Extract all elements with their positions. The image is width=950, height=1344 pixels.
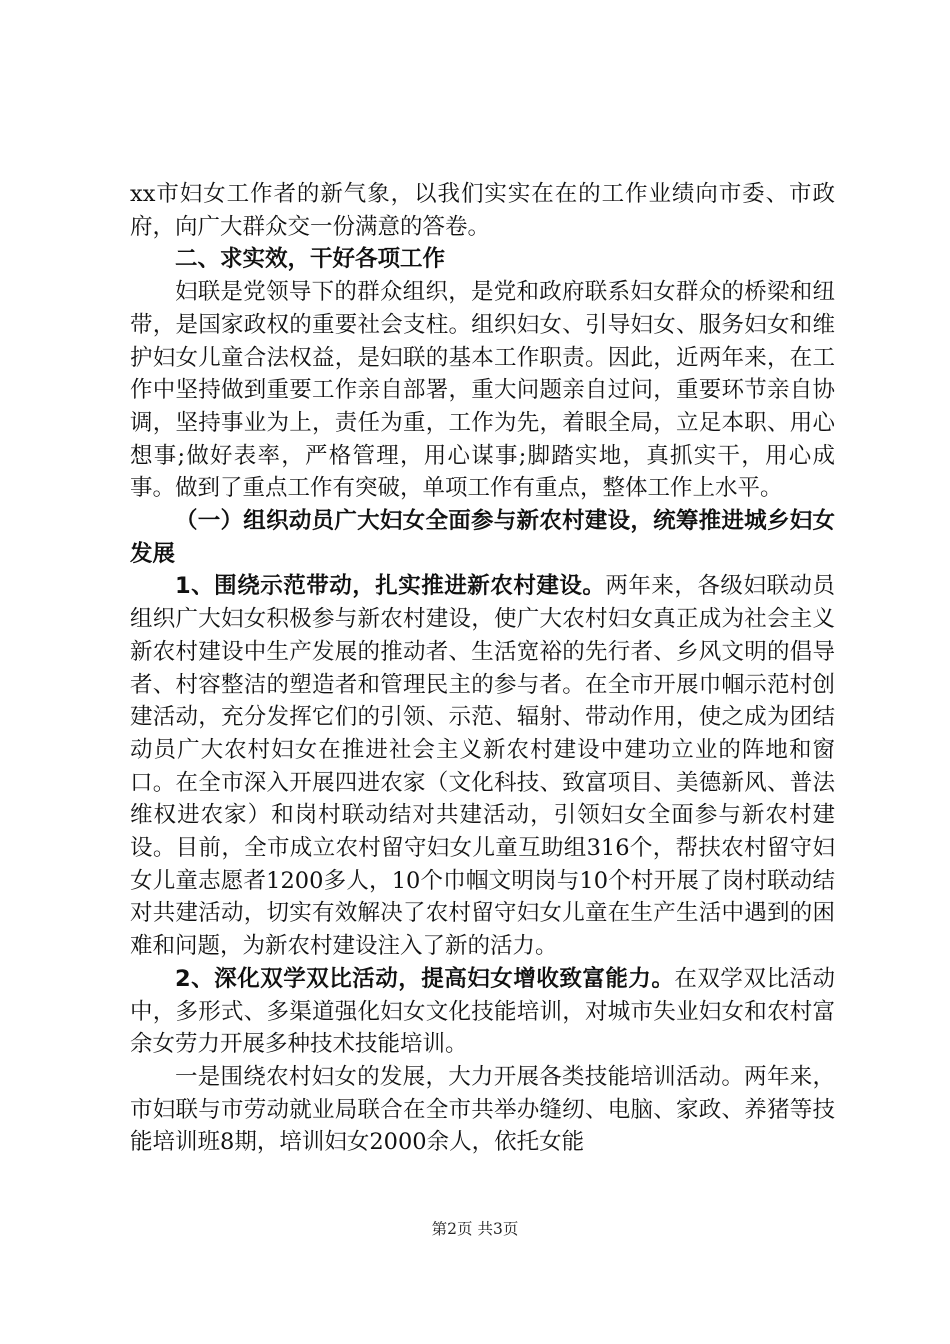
paragraph-continuation: xx市妇女工作者的新气象，以我们实实在在的工作业绩向市委、市政府，向广大群众交一份满意的答卷。 — [130, 181, 835, 240]
section-heading: 二、求实效，干好各项工作 — [175, 246, 446, 273]
paragraph-intro: 妇联是党领导下的群众组织，是党和政府联系妇女群众的桥梁和纽带，是国家政权的重要社会支柱。组织妇女、引导妇女、服务妇女和维护妇女儿童合法权益，是妇联的基本工作职责。因此，近两年来，在工作中坚持做到重要工作亲自部署，重大问题亲自过问，重要环节亲自协调，坚持事业为上，责任为重，工作为先，着眼全局，立足本职、用心想事;做好表率，严格管理，用心谋事;脚踏实地，真抓实干，用心成事。做到了重点工作有突破，单项工作有重点，整体工作上水平。 — [130, 279, 835, 502]
page-footer: 第2页 共3页 — [431, 1220, 519, 1238]
item-2-lead: 2、深化双学双比活动，提高妇女增收致富能力。 — [175, 965, 675, 992]
paragraph-item-1 — [130, 570, 835, 962]
item-1-body: 两年来，各级妇联动员组织广大妇女积极参与新农村建设，使广大农村妇女真正成为社会主义新农村建设中生产发展的推动者、生活宽裕的先行者、乡风文明的倡导者、村容整洁的塑造者和管理民主的参与者。在全市开展巾帼示范村创建活动，充分发挥它们的引领、示范、辐射、带动作用，使之成为团结动员广大农村妇女在推进社会主义新农村建设中建功立业的阵地和窗口。在全市深入开展四进农家（文化科技、致富项目、美德新风、普法维权进农家）和岗村联动结对共建活动，引领妇女全面参与新农村建设。目前，全市成立农村留守妇女儿童互助组316个，帮扶农村留守妇女儿童志愿者1200多人，10个巾帼文明岗与10个村开展了岗村联动结对共建活动，切实有效解决了农村留守妇女儿童在生产生活中遇到的困难和问题，为新农村建设注入了新的活力。 — [130, 573, 835, 960]
document-body — [130, 178, 835, 1159]
paragraph-item-2 — [130, 963, 835, 1061]
item-1-lead: 1、围绕示范带动，扎实推进新农村建设。 — [175, 573, 606, 600]
subsection-heading: （一）组织动员广大妇女全面参与新农村建设，统筹推进城乡妇女发展 — [130, 508, 835, 567]
paragraph-first-point: 一是围绕农村妇女的发展，大力开展各类技能培训活动。两年来，市妇联与市劳动就业局联合在全市共举办缝纫、电脑、家政、养猪等技能培训班8期，培训妇女2000余人，依托女能 — [130, 1063, 835, 1156]
item-2-body: 在双学双比活动中，多形式、多渠道强化妇女文化技能培训，对城市失业妇女和农村富余女劳力开展多种技术技能培训。 — [130, 965, 835, 1058]
